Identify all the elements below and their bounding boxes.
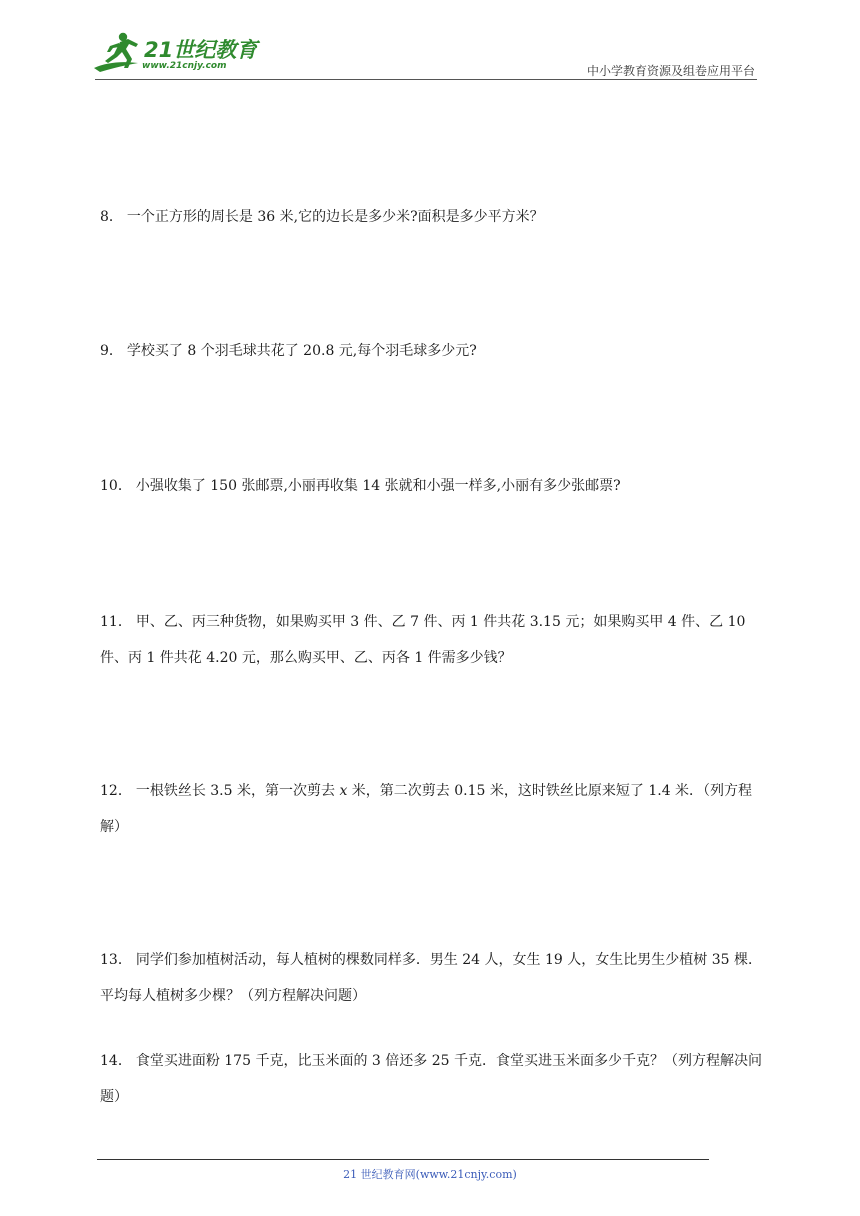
question-text: 学校买了 8 个羽毛球共花了 20.8 元,每个羽毛球多少元? — [126, 343, 477, 359]
question-text: 食堂买进面粉 175 千克，比玉米面的 3 倍还多 25 千克．食堂买进玉米面多少千克？（列方程解决问题） — [100, 1053, 762, 1105]
question-text-end: 米，第二次剪去 0.15 米，这时铁丝比原来短了 1.4 米．（列方程解） — [100, 783, 753, 835]
question-number: 11． — [100, 614, 132, 630]
page-header — [0, 0, 860, 80]
question-text: 甲、乙、丙三种货物，如果购买甲 3 件、乙 7 件、丙 1 件共花 3.15 元；如果购买甲 4 件、乙 10 件、丙 1 件共花 4.20 元，那么购买甲、乙、丙各 1 件需多少钱？ — [100, 614, 746, 666]
question-text-start: 一根铁丝长 3.5 米，第一次剪去 — [135, 783, 340, 799]
question-text: 一个正方形的周长是 36 米,它的边长是多少米?面积是多少平方米？ — [126, 209, 544, 225]
platform-name: 中小学教育资源及组卷应用平台 — [586, 64, 755, 78]
question-11 — [100, 604, 762, 676]
question-9 — [100, 333, 762, 369]
question-10 — [100, 468, 762, 504]
variable-x: x — [339, 783, 348, 799]
runner-icon — [92, 30, 148, 76]
question-number: 12． — [100, 783, 132, 799]
question-12 — [100, 773, 762, 845]
footer-divider — [97, 1159, 709, 1160]
question-number: 13． — [100, 952, 132, 968]
question-number: 9． — [100, 343, 123, 359]
site-logo — [92, 30, 262, 80]
question-number: 14． — [100, 1053, 132, 1069]
footer-text[interactable]: 21 世纪教育网(www.21cnjy.com) — [343, 1168, 517, 1181]
question-13 — [100, 942, 762, 1014]
question-8 — [100, 199, 762, 235]
logo-text: 21世纪教育 — [144, 38, 258, 62]
question-text: 同学们参加植树活动，每人植树的棵数同样多．男生 24 人，女生 19 人，女生比男生少植树 35 棵．平均每人植树多少棵？（列方程解决问题） — [100, 952, 762, 1004]
logo-url: www.21cnjy.com — [142, 61, 227, 71]
question-number: 8． — [100, 209, 123, 225]
question-number: 10． — [100, 478, 132, 494]
question-text: 小强收集了 150 张邮票,小丽再收集 14 张就和小强一样多,小丽有多少张邮票? — [135, 478, 621, 494]
question-14 — [100, 1043, 762, 1115]
header-divider — [95, 79, 757, 80]
